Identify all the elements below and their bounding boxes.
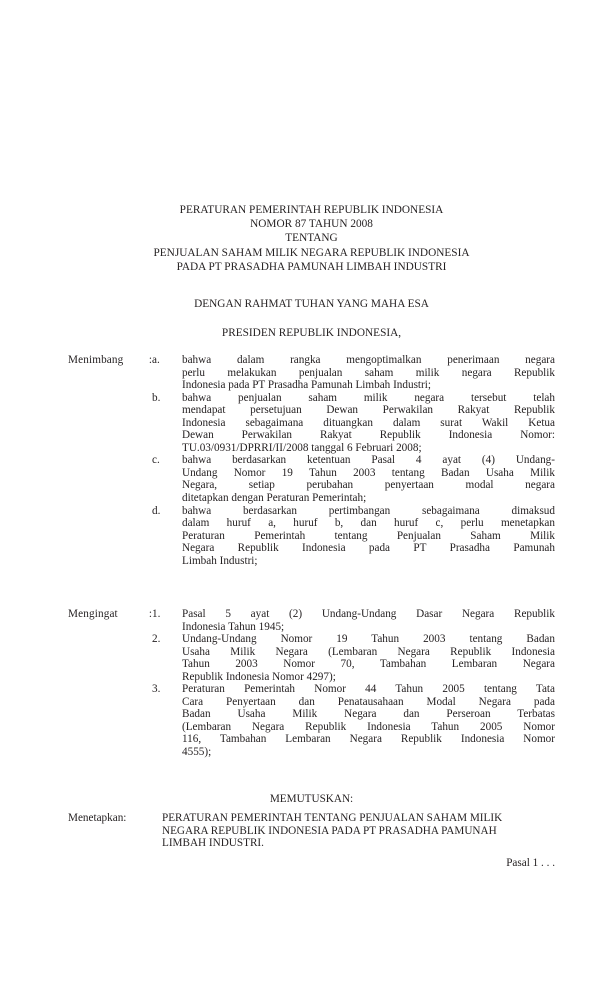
clause-row (68, 505, 555, 568)
title-line-5: PADA PT PRASADHA PAMUNAH LIMBAH INDUSTRI (176, 260, 447, 273)
menimbang-section (68, 354, 555, 567)
document-title-block (68, 203, 555, 274)
item-text: bahwa berdasarkan ketentuan Pasal 4 ayat (4) Undang- Undang Nomor 19 Tahun 2003 tentang Badan Usaha Milik Negara, setiap perubahan penyertaan modal negara ditetapkan dengan Peraturan Pemerintah; (182, 454, 555, 505)
item-marker: 1. (152, 608, 161, 620)
title-line-3: TENTANG (285, 232, 338, 245)
clause-row (68, 392, 555, 455)
clause-row (68, 354, 555, 392)
clause-row (68, 454, 555, 504)
decide-heading: MEMUTUSKAN: (269, 793, 354, 805)
item-marker: 2. (152, 633, 161, 646)
item-text: bahwa berdasarkan pertimbangan sebagaimana dimaksud dalam huruf a, huruf b, dan huruf c, perlu menetapkan Peraturan Pemerintah tentang Penjualan Saham Milik Negara Republik Indonesia pada PT Prasadha Pamunah Limbah Industri; (182, 504, 555, 567)
item-marker: a. (152, 354, 160, 366)
issuer-line: PRESIDEN REPUBLIK INDONESIA, (221, 327, 402, 339)
menimbang-label: Menimbang : (68, 354, 152, 366)
item-text: Undang-Undang Nomor 19 Tahun 2003 tentang Badan Usaha Milik Negara (Lembaran Negara Republik Indonesia Tahun 2003 Nomor 70, Tambahan Lembaran Negara Republik Indonesia Nomor 4297); (182, 633, 555, 683)
menetapkan-text: PERATURAN PEMERINTAH TENTANG PENJUALAN SAHAM MILIK NEGARA REPUBLIK INDONESIA PADA PT PRASADHA PAMUNAH LIMBAH INDUSTRI. (162, 812, 503, 850)
item-text: Pasal 5 ayat (2) Undang-Undang Dasar Negara Republik Indonesia Tahun 1945; (182, 608, 555, 633)
item-marker: d. (152, 504, 161, 517)
clause-row (68, 608, 555, 633)
item-text: Peraturan Pemerintah Nomor 44 Tahun 2005 tentang Tata Cara Penyertaan dan Penatausahaan Modal Negara pada Badan Usaha Milik Negara dan Perseroan Terbatas (Lembaran Negara Republik Indonesia Tahun 2005 Nomor 116, Tambahan Lembaran Negara Republik Indonesia Nomor 4555); (182, 683, 555, 759)
menetapkan-label: Menetapkan: (68, 812, 127, 824)
title-line-1: PERATURAN PEMERINTAH REPUBLIK INDONESIA (179, 204, 444, 216)
item-text: bahwa penjualan saham milik negara tersebut telah mendapat persetujuan Dewan Perwakilan Rakyat Republik Indonesia sebagaimana dituangkan dalam surat Wakil Ketua Dewan Perwakilan Rakyat Republik Indonesia Nomor: TU.03/0931/DPRRI/II/2008 tanggal 6 Februari 2008; (182, 391, 555, 454)
title-line-2: NOMOR 87 TAHUN 2008 (250, 218, 373, 231)
clause-row (68, 633, 555, 683)
menetapkan-section (68, 812, 555, 850)
mengingat-label: Mengingat : (68, 608, 152, 620)
item-marker: c. (152, 454, 160, 467)
blessing-line: DENGAN RAHMAT TUHAN YANG MAHA ESA (194, 298, 429, 310)
title-line-4: PENJUALAN SAHAM MILIK NEGARA REPUBLIK INDONESIA (153, 246, 470, 259)
page-catchword: Pasal 1 . . . (506, 857, 555, 869)
clause-row (68, 683, 555, 758)
mengingat-section (68, 608, 555, 759)
item-marker: b. (152, 391, 161, 404)
item-marker: 3. (152, 683, 161, 696)
item-text: bahwa dalam rangka mengoptimalkan penerimaan negara perlu melakukan penjualan saham milik negara Republik Indonesia pada PT Prasadha Pamunah Limbah Industri; (182, 354, 555, 392)
